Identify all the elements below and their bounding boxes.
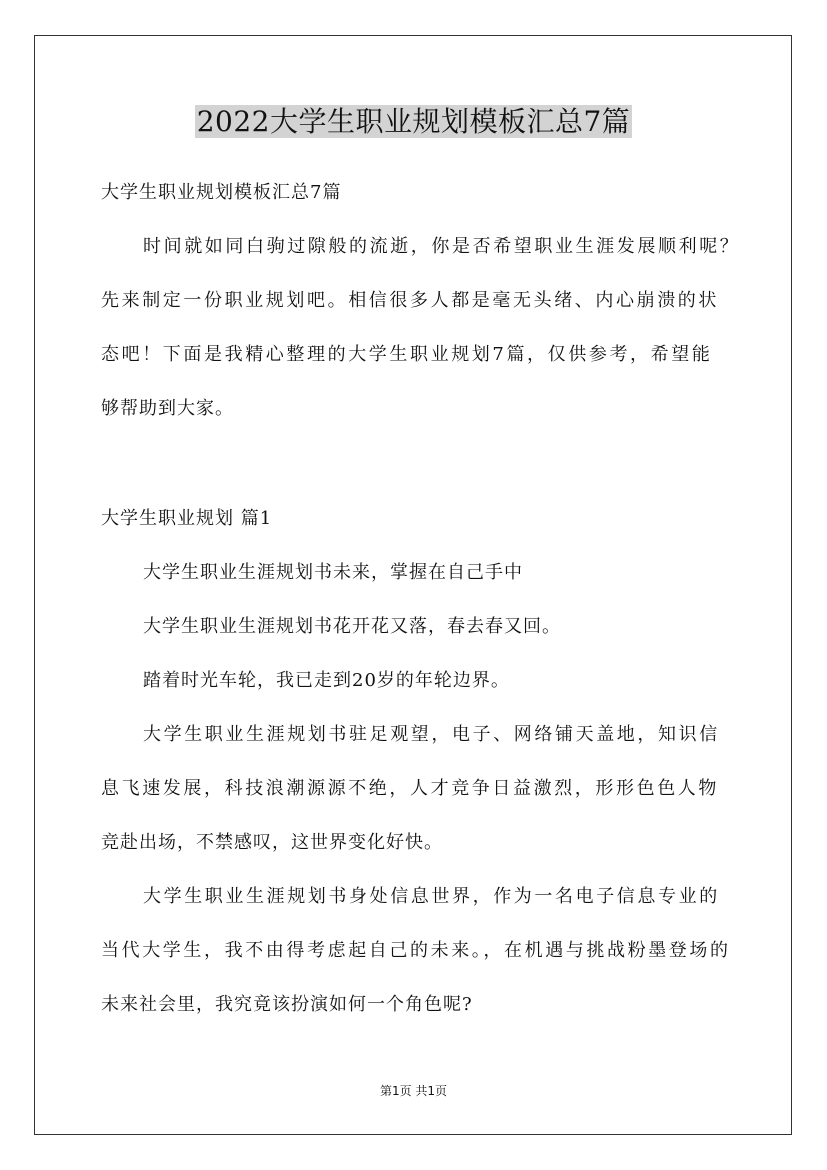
section-heading: 大学生职业规划 篇1	[101, 508, 273, 529]
section-line-8: 当代大学生，我不由得考虑起自己的未来。，在机遇与挑战粉墨登场的	[101, 940, 731, 961]
section-line-4: 大学生职业生涯规划书驻足观望，电子、网络铺天盖地，知识信	[143, 724, 720, 745]
section-line-2: 大学生职业生涯规划书花开花又落，春去春又回。	[143, 616, 561, 637]
section-line-6: 竞赴出场，不禁感叹，这世界变化好快。	[101, 832, 443, 853]
intro-line-1: 时间就如同白驹过隙般的流逝，你是否希望职业生涯发展顺利呢？	[143, 236, 741, 257]
page-number-footer: 第1页 共1页	[379, 1084, 448, 1098]
section-line-3: 踏着时光车轮，我已走到20岁的年轮边界。	[143, 670, 510, 691]
section-line-5: 息飞速发展，科技浪潮源源不绝，人才竞争日益激烈，形形色色人物	[101, 778, 719, 799]
document-subtitle: 大学生职业规划模板汇总7篇	[101, 182, 342, 203]
section-line-9: 未来社会里，我究竟该扮演如何一个角色呢?	[101, 994, 473, 1015]
section-line-1: 大学生职业生涯规划书未来，掌握在自己手中	[143, 562, 523, 583]
document-title-text: 2022大学生职业规划模板汇总7篇	[196, 105, 631, 138]
intro-line-4: 够帮助到大家。	[101, 398, 234, 419]
document-title	[0, 102, 827, 142]
intro-line-3: 态吧！下面是我精心整理的大学生职业规划7篇，仅供参考，希望能	[101, 344, 713, 365]
intro-line-2: 先来制定一份职业规划吧。相信很多人都是毫无头绪、内心崩溃的状	[101, 290, 719, 311]
section-line-7: 大学生职业生涯规划书身处信息世界，作为一名电子信息专业的	[143, 886, 720, 907]
